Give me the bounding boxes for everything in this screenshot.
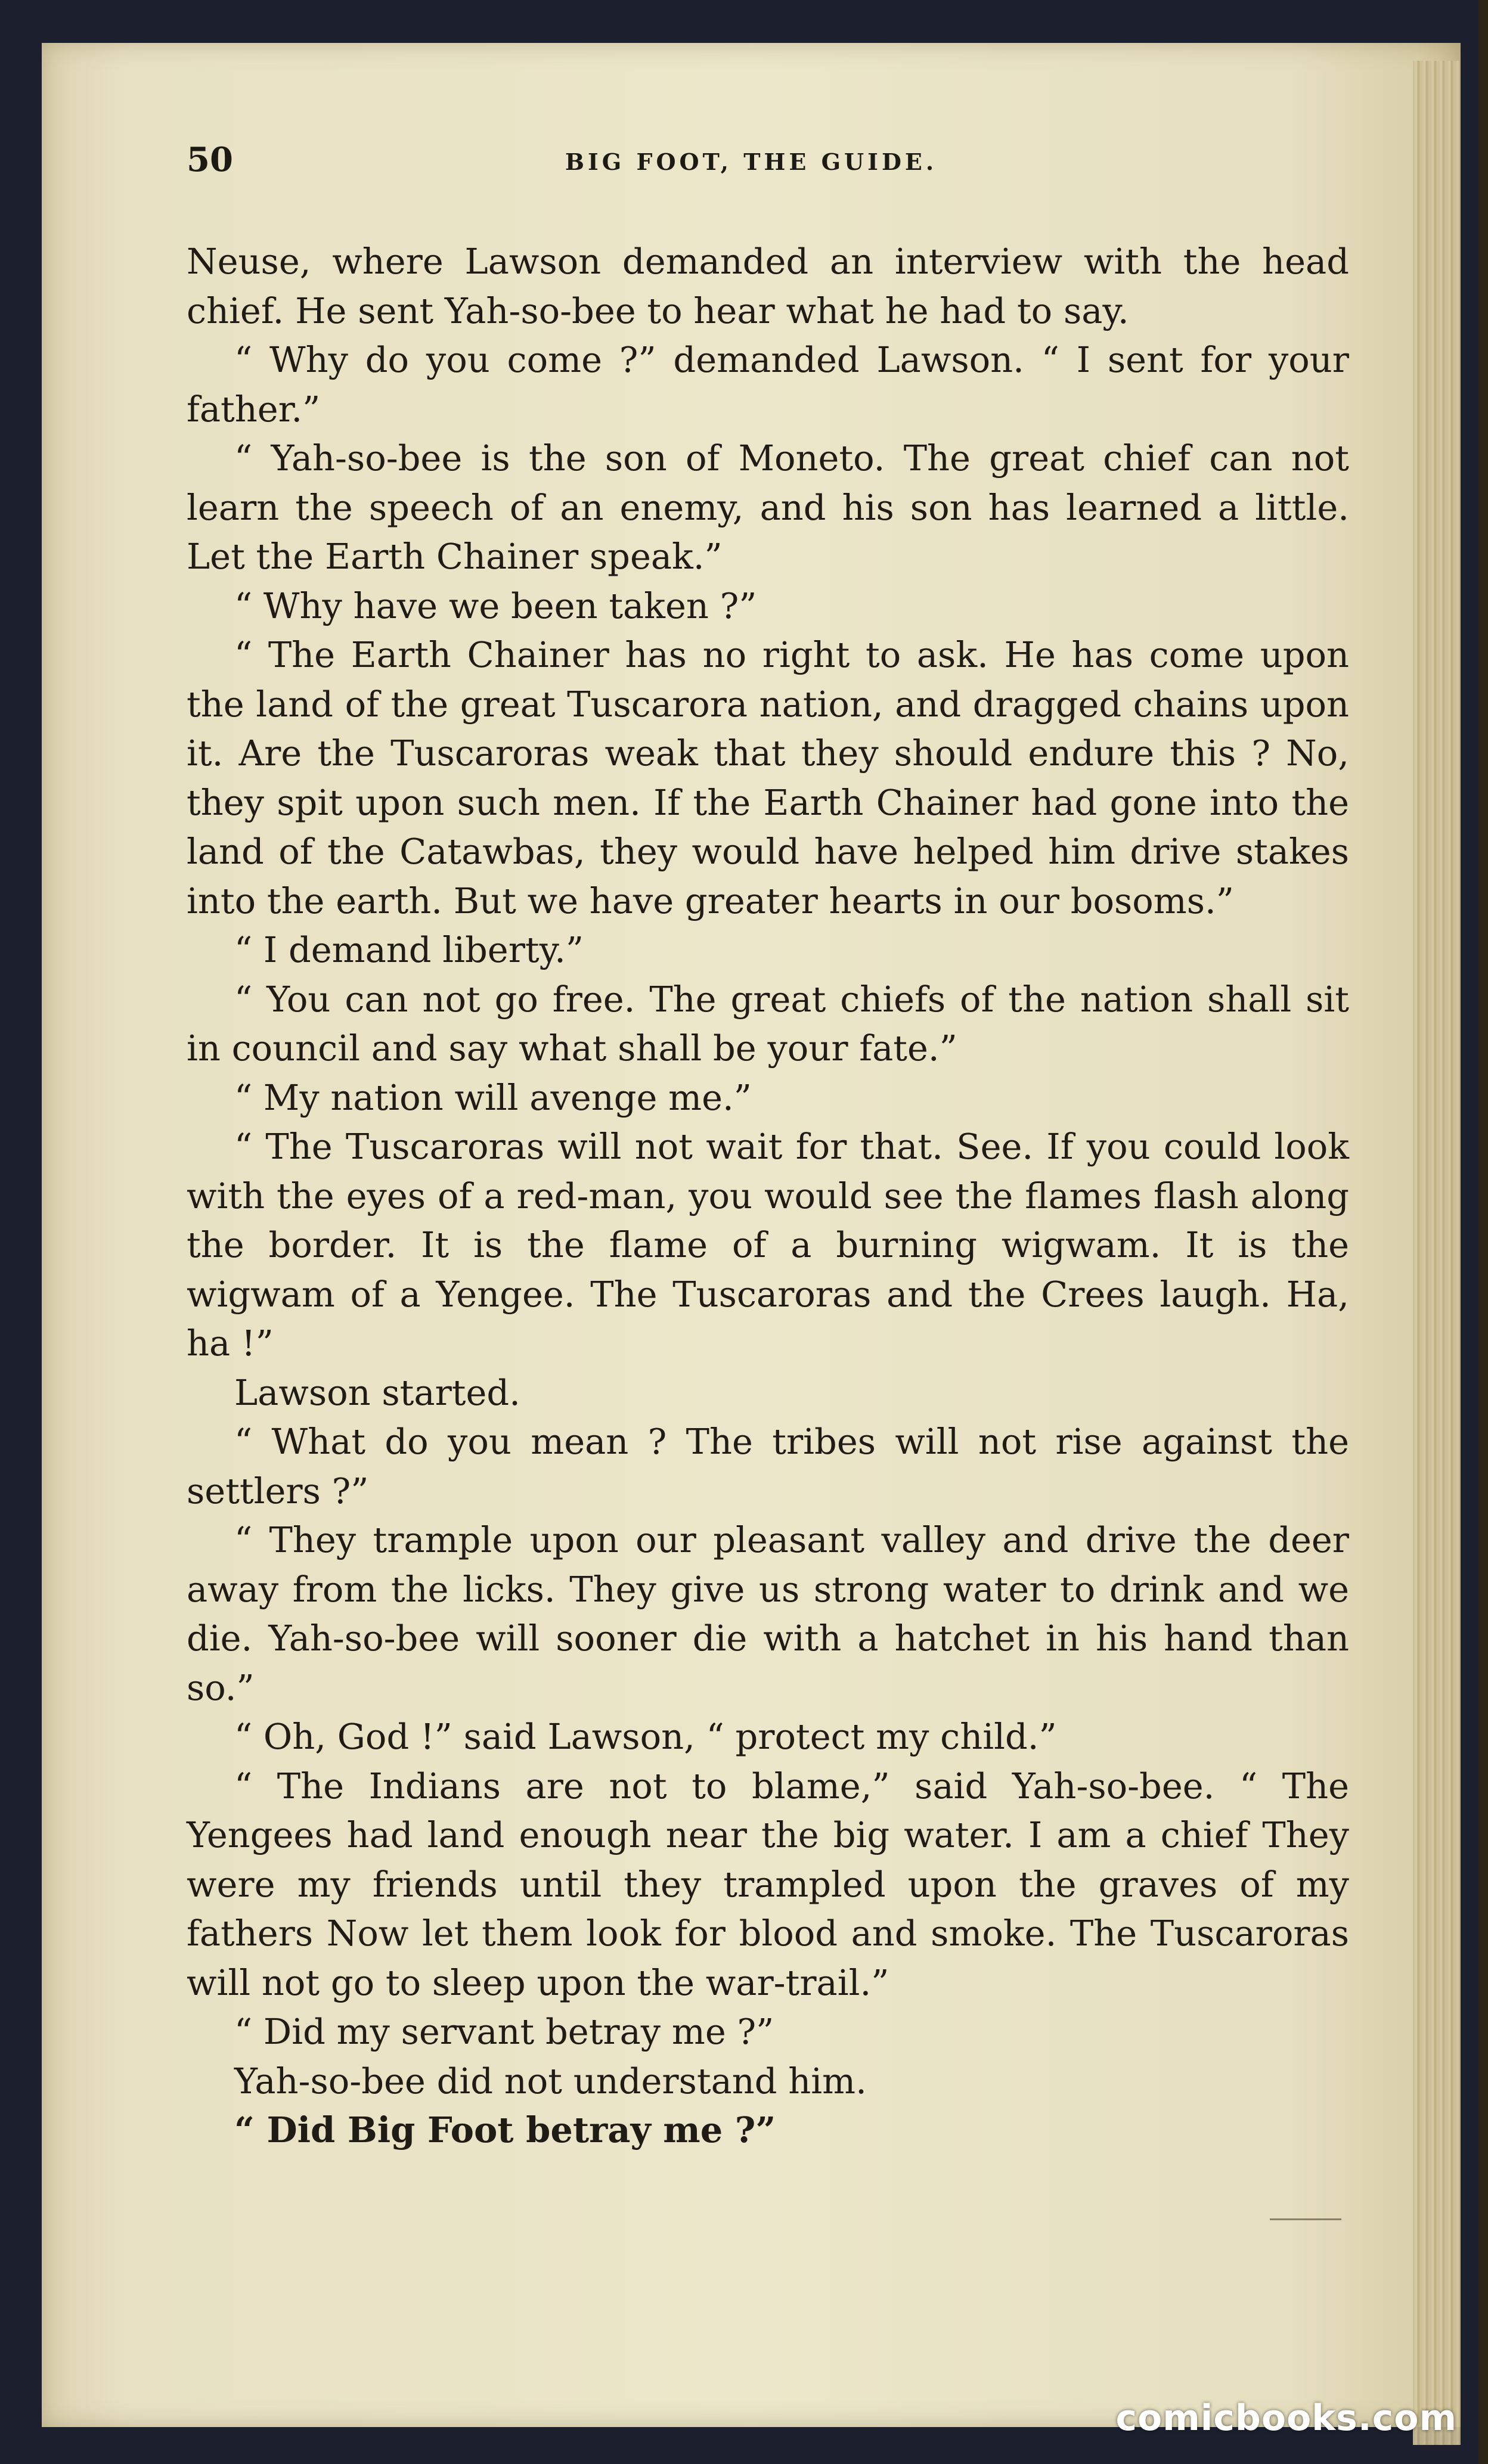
paragraph: Yah-so-bee did not understand him. bbox=[234, 2060, 867, 2102]
paragraph: “ Did my servant betray me ?” bbox=[234, 2011, 774, 2052]
paragraph: Lawson started. bbox=[234, 1371, 520, 1413]
running-title: BIG FOOT, THE GUIDE. bbox=[565, 148, 938, 175]
page-edges bbox=[1413, 61, 1461, 2445]
paragraph: “ Did Big Foot betray me ?” bbox=[234, 2109, 776, 2150]
paragraph: “ They trample upon our pleasant valley and drive the deer away from the licks. They give us strong water to drink and we die. Yah-so-bee will sooner die with a hatchet in his hand than so.” bbox=[187, 1519, 1349, 1708]
paragraph: “ Yah-so-bee is the son of Moneto. The great chief can not learn the speech of an enemy, and his son has learned a little. Let the Earth Chainer speak.” bbox=[187, 437, 1349, 577]
paragraph: “ The Tuscaroras will not wait for that. See. If you could look with the eyes of a red-man, you would see the flames flash along the border. It is the flame of a burning wigwam. It is the wigwam of a Yengee. The Tuscaroras and the Crees laugh. Ha, ha !” bbox=[187, 1126, 1349, 1364]
body-text bbox=[187, 237, 1349, 2155]
paragraph: “ I demand liberty.” bbox=[234, 929, 584, 970]
paragraph: Neuse, where Lawson demanded an interview with the head chief. He sent Yah-so-bee to hear what he had to say. bbox=[187, 241, 1349, 331]
paragraph: “ What do you mean ? The tribes will not rise against the settlers ?” bbox=[187, 1421, 1349, 1512]
watermark: comicbooks.com bbox=[1115, 2397, 1457, 2439]
paragraph: “ The Indians are not to blame,” said Yah-so-bee. “ The Yengees had land enough near the big water. I am a chief They were my friends until they trampled upon the graves of my fathers Now let them look for blood and smoke. The Tuscaroras will not go to sleep upon the war-trail.” bbox=[187, 1765, 1349, 2003]
end-rule bbox=[1270, 2218, 1341, 2220]
paragraph: “ Oh, God !” said Lawson, “ protect my child.” bbox=[234, 1716, 1057, 1757]
page-header bbox=[146, 140, 1356, 188]
page-number: 50 bbox=[187, 140, 233, 179]
paragraph: “ Why have we been taken ?” bbox=[234, 585, 757, 626]
paragraph: “ My nation will avenge me.” bbox=[234, 1076, 752, 1118]
paragraph: “ You can not go free. The great chiefs of the nation shall sit in council and say what shall be your fate.” bbox=[187, 978, 1349, 1069]
paragraph: “ The Earth Chainer has no right to ask. He has come upon the land of the great Tuscarora nation, and dragged chains upon it. Are the Tuscaroras weak that they should endure this ? No, they spit upon such men. If the Earth Chainer had gone into the land of the Catawbas, they would have helped him drive stakes into the earth. But we have greater hearts in our bosoms.” bbox=[187, 634, 1349, 921]
book-spine bbox=[1478, 0, 1488, 2464]
paragraph: “ Why do you come ?” demanded Lawson. “ I sent for your father.” bbox=[187, 339, 1349, 430]
